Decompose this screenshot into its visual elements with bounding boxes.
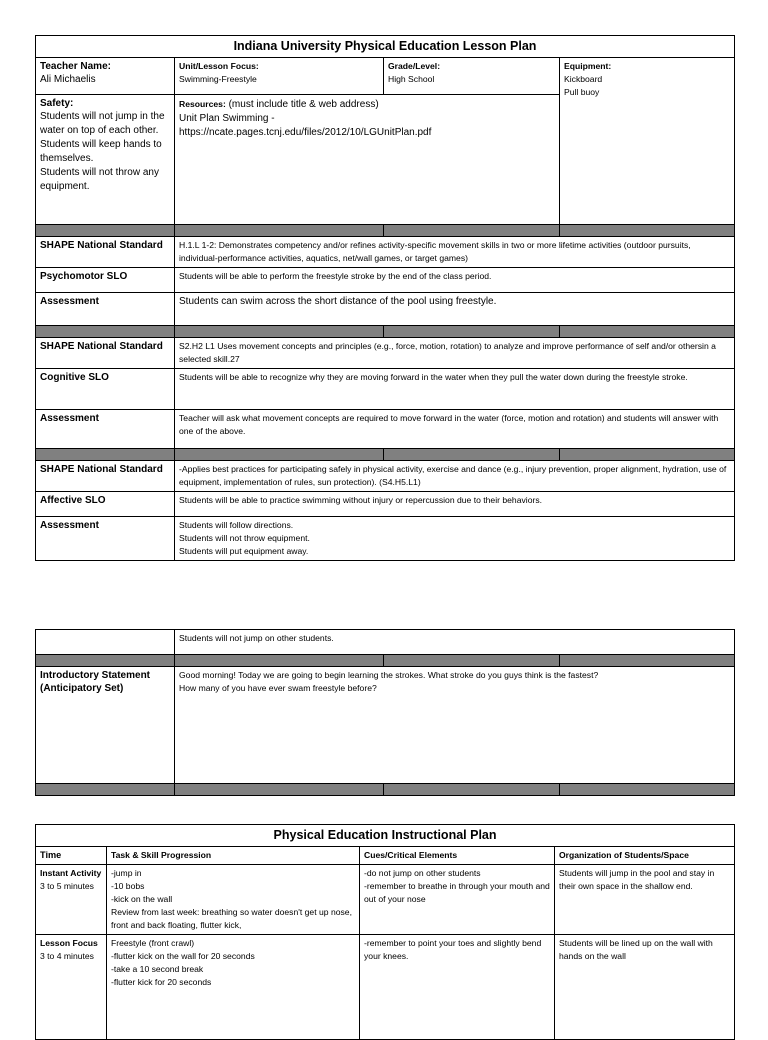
psychomotor-slo-value: Students will be able to perform the freestyle stroke by the end of the class period. [175, 268, 735, 293]
shaded-divider [36, 655, 735, 667]
cognitive-slo-value: Students will be able to recognize why they are moving forward in the water when they pull the water down during the freestyle stroke. [175, 369, 735, 410]
standard-1-label: SHAPE National Standard [36, 237, 175, 268]
assessment-3-value: Students will follow directions. Students will not throw equipment. Students will put equipment away. [175, 517, 735, 561]
standard-3-value: -Applies best practices for participating safely in physical activity, exercise and dance (e.g., injury prevention, proper alignment, hydration, use of equipment, implementation of rules, sun protection). (S4.H5.L1) [175, 461, 735, 492]
equipment-label: Equipment: [564, 61, 612, 71]
col-cues-header: Cues/Critical Elements [360, 847, 555, 865]
standard-1-value: H.1.L 1-2: Demonstrates competency and/or refines activity-specific movement skills in two or more lifetime activities (outdoor pursuits, individual-performance activities, aquatics, net/wall games, or target games) [175, 237, 735, 268]
standard-3-label: SHAPE National Standard [36, 461, 175, 492]
teacher-name-label: Teacher Name: [40, 61, 111, 72]
assessment-3-label: Assessment [36, 517, 175, 561]
lesson-plan-table [35, 35, 735, 561]
assessment-1-value: Students can swim across the short distance of the pool using freestyle. [175, 293, 735, 326]
introduction-table [35, 629, 735, 796]
equipment-value: Kickboard Pull buoy [564, 74, 603, 97]
row-time-label: Lesson Focus [40, 938, 98, 948]
introductory-statement-label: Introductory Statement (Anticipatory Set) [36, 667, 175, 784]
row-cues: -do not jump on other students -remember to breathe in through your mouth and out of your nose [360, 865, 555, 935]
row-task: Freestyle (front crawl) -flutter kick on the wall for 20 seconds -take a 10 second break -flutter kick for 20 seconds [107, 935, 360, 1040]
col-time-header: Time [36, 847, 107, 865]
col-task-header: Task & Skill Progression [107, 847, 360, 865]
safety-label: Safety: [40, 98, 74, 109]
instructional-plan-table [35, 824, 735, 1040]
table-row [36, 865, 735, 935]
row-duration: 3 to 4 minutes [40, 951, 94, 961]
shaded-divider [36, 326, 735, 338]
row-time-label: Instant Activity [40, 868, 102, 878]
teacher-name-value: Ali Michaelis [40, 74, 96, 85]
safety-value: Students will not jump in the water on top of each other. Students will keep hands to themselves. Students will not throw any equipment. [40, 111, 165, 192]
row-organization: Students will be lined up on the wall with hands on the wall [555, 935, 735, 1040]
unit-focus-value: Swimming-Freestyle [179, 74, 257, 84]
affective-slo-label: Affective SLO [36, 492, 175, 517]
continued-safety-value: Students will not jump on other students. [175, 630, 735, 655]
row-organization: Students will jump in the pool and stay in their own space in the shallow end. [555, 865, 735, 935]
affective-slo-value: Students will be able to practice swimming without injury or repercussion due to their behaviors. [175, 492, 735, 517]
col-org-header: Organization of Students/Space [555, 847, 735, 865]
shaded-divider [36, 449, 735, 461]
instructional-plan-title: Physical Education Instructional Plan [36, 825, 735, 847]
assessment-1-label: Assessment [36, 293, 175, 326]
grade-level-label: Grade/Level: [388, 61, 441, 71]
row-cues: -remember to point your toes and slightly bend your knees. [360, 935, 555, 1040]
shaded-divider [36, 225, 735, 237]
shaded-divider [36, 784, 735, 796]
assessment-2-value: Teacher will ask what movement concepts are required to move forward in the water (force, motion and rotation) and students will answer with one of the above. [175, 410, 735, 449]
psychomotor-slo-label: Psychomotor SLO [36, 268, 175, 293]
standard-2-label: SHAPE National Standard [36, 338, 175, 369]
resources-note: (must include title & web address) [225, 99, 379, 110]
row-duration: 3 to 5 minutes [40, 881, 94, 891]
lesson-plan-title: Indiana University Physical Education Lesson Plan [36, 36, 735, 58]
unit-focus-label: Unit/Lesson Focus: [179, 61, 259, 71]
assessment-2-label: Assessment [36, 410, 175, 449]
introductory-statement-value: Good morning! Today we are going to begin learning the strokes. What stroke do you guys think is the fastest? How many of you have ever swam freestyle before? [175, 667, 735, 784]
resources-value: Unit Plan Swimming - https://ncate.pages.tcnj.edu/files/2012/10/LGUnitPlan.pdf [179, 113, 432, 138]
cognitive-slo-label: Cognitive SLO [36, 369, 175, 410]
resources-label: Resources: [179, 99, 226, 109]
grade-level-value: High School [388, 74, 435, 84]
standard-2-value: S2.H2 L1 Uses movement concepts and principles (e.g., force, motion, rotation) to analyze and improve performance of self and/or othersin a selected skill.27 [175, 338, 735, 369]
row-task: -jump in -10 bobs -kick on the wall Review from last week: breathing so water doesn't get up nose, front and back floating, flutter kick, [107, 865, 360, 935]
